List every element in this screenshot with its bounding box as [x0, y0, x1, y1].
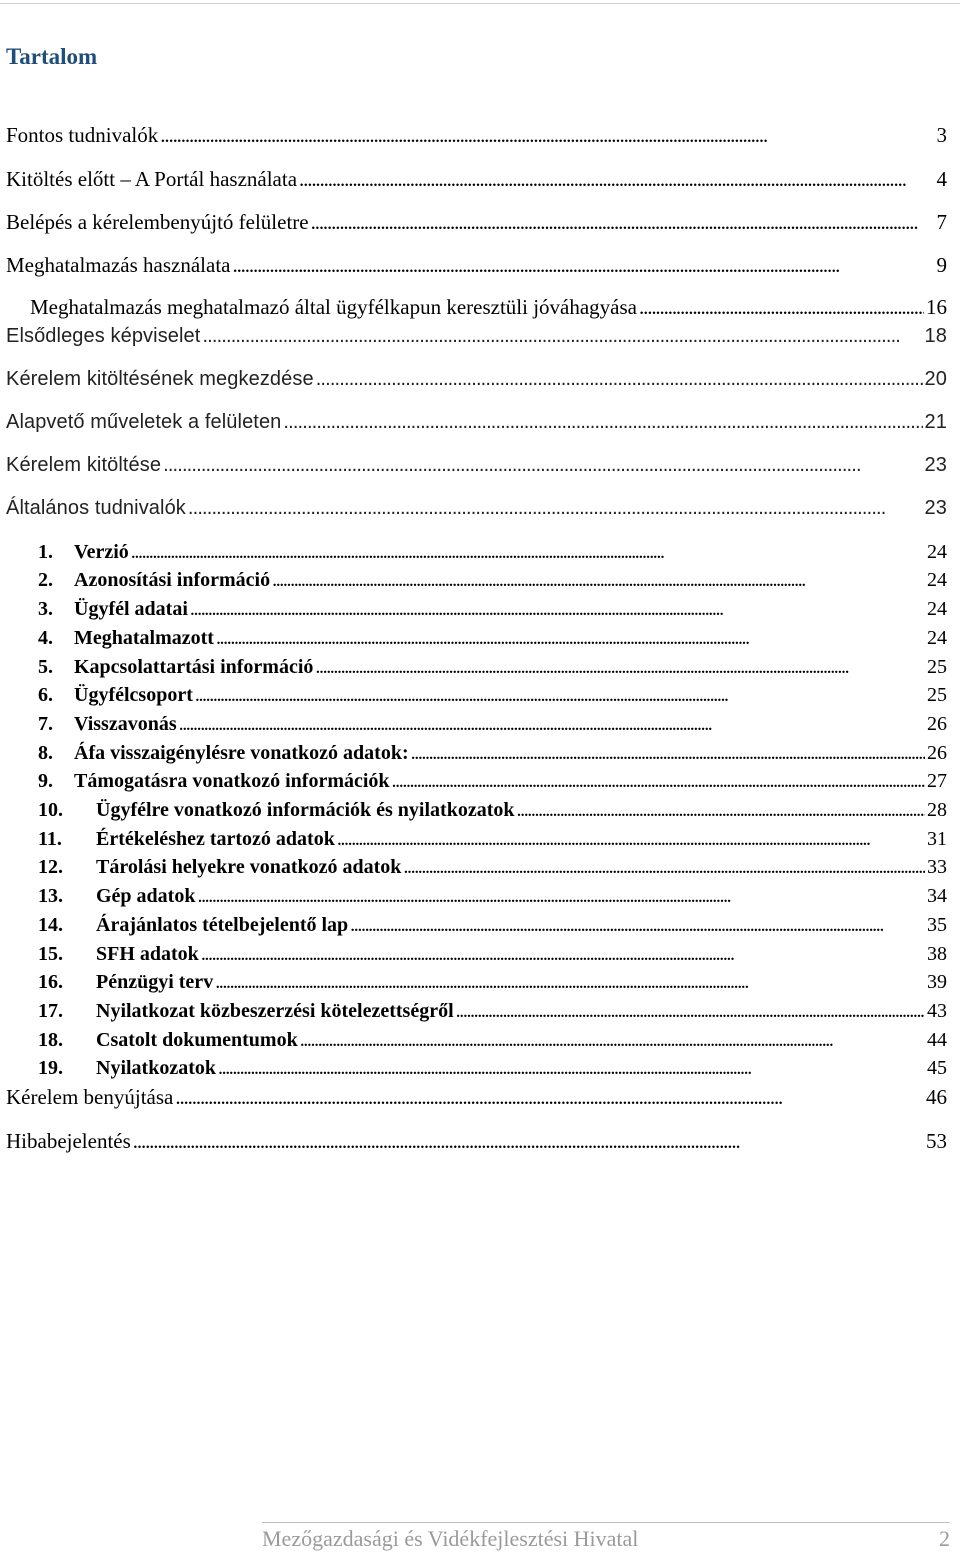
toc-section-label: Meghatalmazott — [74, 627, 214, 649]
toc-entry-label: Hibabejelentés — [6, 1129, 131, 1153]
toc-entry-label: Kérelem kitöltésének megkezdése — [6, 368, 314, 390]
toc-section-page: 26 — [927, 742, 947, 764]
toc-section-page: 43 — [927, 1000, 947, 1022]
toc-section-8[interactable] — [38, 740, 947, 766]
toc-entry-kerelem-kitoltesenek-megkezdese[interactable] — [6, 366, 947, 392]
toc-entry-label: Meghatalmazás használata — [6, 253, 231, 277]
toc-section-label: Verzió — [74, 541, 129, 563]
toc-section-13[interactable] — [38, 883, 947, 909]
toc-leader-dots — [195, 682, 925, 708]
page-footer — [262, 1526, 950, 1552]
toc-entry-page: 18 — [924, 325, 947, 347]
toc-section-1[interactable] — [38, 539, 947, 565]
toc-entry-page: 9 — [936, 253, 947, 277]
toc-entry-label: Fontos tudnivalók — [6, 123, 159, 147]
toc-section-label: Nyilatkozat közbeszerzési kötelezettségről — [96, 1000, 454, 1022]
toc-section-number: 18. — [38, 1029, 63, 1051]
toc-leader-dots — [411, 740, 925, 766]
toc-leader-dots — [133, 1128, 924, 1154]
toc-section-label: SFH adatok — [96, 943, 199, 965]
toc-entry-label: Elsődleges képviselet — [6, 325, 201, 347]
toc-section-19[interactable] — [38, 1055, 947, 1081]
toc-section-number: 3. — [38, 598, 53, 620]
toc-section-page: 24 — [927, 627, 947, 649]
toc-entry-label: Meghatalmazás meghatalmazó által ügyfélkapun keresztüli jóváhagyása — [30, 295, 638, 319]
toc-section-page: 24 — [927, 569, 947, 591]
toc-section-page: 25 — [927, 656, 947, 678]
toc-entry-kitoltes-elott[interactable] — [6, 166, 947, 192]
toc-section-9[interactable] — [38, 768, 947, 794]
toc-section-number: 8. — [38, 742, 53, 764]
toc-entry-page: 46 — [926, 1085, 947, 1109]
toc-section-page: 44 — [927, 1029, 947, 1051]
toc-section-number: 12. — [38, 856, 63, 878]
toc-leader-dots — [218, 1055, 925, 1081]
toc-section-number: 13. — [38, 885, 63, 907]
toc-leader-dots — [283, 409, 922, 435]
toc-section-4[interactable] — [38, 625, 947, 651]
footer-divider — [262, 1522, 950, 1523]
toc-entry-page: 23 — [924, 454, 947, 476]
toc-section-6[interactable] — [38, 682, 947, 708]
toc-leader-dots — [403, 854, 925, 880]
toc-section-number: 9. — [38, 770, 53, 792]
toc-leader-dots — [197, 883, 925, 909]
toc-section-label: Nyilatkozatok — [96, 1057, 216, 1079]
toc-entry-kerelem-kitoltese[interactable] — [6, 452, 947, 478]
toc-section-page: 31 — [927, 828, 947, 850]
toc-leader-dots — [311, 209, 935, 235]
toc-entry-kerelem-benyujtasa[interactable] — [6, 1084, 947, 1110]
toc-entry-belepes[interactable] — [6, 209, 947, 235]
toc-leader-dots — [392, 768, 925, 794]
toc-section-16[interactable] — [38, 969, 947, 995]
toc-section-11[interactable] — [38, 826, 947, 852]
toc-entry-hibabejelentes[interactable] — [6, 1128, 947, 1154]
toc-leader-dots — [202, 323, 922, 349]
toc-section-14[interactable] — [38, 912, 947, 938]
toc-section-7[interactable] — [38, 711, 947, 737]
toc-leader-dots — [337, 826, 925, 852]
toc-section-page: 33 — [927, 856, 947, 878]
toc-section-number: 14. — [38, 914, 63, 936]
toc-section-label: Értékeléshez tartozó adatok — [96, 828, 335, 850]
toc-section-label: Áfa visszaigénylésre vonatkozó adatok: — [74, 742, 409, 764]
toc-section-page: 27 — [927, 770, 947, 792]
toc-leader-dots — [188, 495, 923, 521]
toc-leader-dots — [131, 539, 925, 565]
toc-entry-page: 20 — [924, 368, 947, 390]
toc-section-label: Csatolt dokumentumok — [96, 1029, 298, 1051]
toc-section-page: 24 — [927, 541, 947, 563]
toc-section-page: 26 — [927, 713, 947, 735]
toc-entry-alapveto-muveletek[interactable] — [6, 409, 947, 435]
toc-leader-dots — [216, 625, 925, 651]
toc-section-15[interactable] — [38, 941, 947, 967]
toc-entry-elsodleges-kepviselet[interactable] — [6, 323, 947, 349]
toc-leader-dots — [179, 711, 925, 737]
toc-section-label: Visszavonás — [74, 713, 177, 735]
toc-leader-dots — [190, 596, 925, 622]
toc-section-page: 35 — [927, 914, 947, 936]
footer-page-number: 2 — [939, 1526, 950, 1551]
toc-section-2[interactable] — [38, 567, 947, 593]
toc-section-label: Tárolási helyekre vonatkozó adatok — [96, 856, 402, 878]
toc-section-page: 39 — [927, 971, 947, 993]
toc-section-3[interactable] — [38, 596, 947, 622]
toc-leader-dots — [272, 567, 925, 593]
toc-entry-label: Kérelem benyújtása — [6, 1085, 174, 1109]
toc-entry-page: 23 — [924, 497, 947, 519]
toc-entry-label: Általános tudnivalók — [6, 497, 186, 519]
toc-leader-dots — [299, 166, 934, 192]
toc-section-number: 6. — [38, 684, 53, 706]
toc-entry-label: Kitöltés előtt – A Portál használata — [6, 167, 298, 191]
toc-entry-label: Kérelem kitöltése — [6, 454, 162, 476]
toc-entry-page: 3 — [936, 123, 947, 147]
toc-leader-dots — [163, 452, 922, 478]
toc-section-number: 16. — [38, 971, 63, 993]
toc-section-12[interactable] — [38, 854, 947, 880]
toc-section-number: 1. — [38, 541, 53, 563]
toc-section-label: Pénzügyi terv — [96, 971, 214, 993]
toc-entry-page: 7 — [936, 210, 947, 234]
toc-section-number: 15. — [38, 943, 63, 965]
toc-section-page: 24 — [927, 598, 947, 620]
toc-section-label: Támogatásra vonatkozó információk — [74, 770, 390, 792]
toc-section-number: 10. — [38, 799, 63, 821]
toc-title: Tartalom — [6, 44, 98, 69]
toc-leader-dots — [300, 1027, 925, 1053]
toc-section-10[interactable] — [38, 797, 947, 823]
toc-leader-dots — [316, 366, 923, 392]
toc-entry-meghatalmazas-hasznalata[interactable] — [6, 252, 947, 278]
toc-entry-page: 16 — [926, 295, 947, 319]
toc-section-number: 7. — [38, 713, 53, 735]
toc-leader-dots — [350, 912, 925, 938]
toc-section-label: Ügyfélcsoport — [74, 684, 193, 706]
toc-leader-dots — [232, 252, 934, 278]
toc-section-number: 4. — [38, 627, 53, 649]
top-border-line — [0, 3, 960, 4]
toc-section-label: Ügyfél adatai — [74, 598, 188, 620]
toc-section-number: 17. — [38, 1000, 63, 1022]
toc-leader-dots — [456, 998, 925, 1024]
toc-section-number: 5. — [38, 656, 53, 678]
footer-organization: Mezőgazdasági és Vidékfejlesztési Hivatal — [262, 1526, 639, 1551]
toc-leader-dots — [215, 969, 925, 995]
toc-section-number: 19. — [38, 1057, 63, 1079]
toc-entry-label: Belépés a kérelembenyújtó felületre — [6, 210, 309, 234]
toc-entry-label: Alapvető műveletek a felületen — [6, 411, 282, 433]
toc-section-5[interactable] — [38, 654, 947, 680]
toc-entry-page: 4 — [936, 167, 947, 191]
toc-section-page: 38 — [927, 943, 947, 965]
toc-entry-altalanos-tudnivalok[interactable] — [6, 495, 947, 521]
toc-leader-dots — [517, 797, 926, 823]
toc-section-number: 11. — [38, 828, 62, 850]
toc-section-label: Árajánlatos tételbejelentő lap — [96, 914, 349, 936]
toc-entry-page: 21 — [924, 411, 947, 433]
toc-entry-fontos-tudnivalok[interactable] — [6, 122, 947, 148]
toc-leader-dots — [639, 294, 924, 320]
toc-leader-dots — [315, 654, 925, 680]
toc-section-label: Azonosítási információ — [74, 569, 271, 591]
toc-section-18[interactable] — [38, 1027, 947, 1053]
toc-leader-dots — [160, 122, 934, 148]
toc-leader-dots — [201, 941, 925, 967]
toc-section-page: 34 — [927, 885, 947, 907]
toc-section-number: 2. — [38, 569, 53, 591]
toc-section-label: Ügyfélre vonatkozó információk és nyilatkozatok — [96, 799, 515, 821]
toc-section-17[interactable] — [38, 998, 947, 1024]
toc-section-page: 45 — [927, 1057, 947, 1079]
toc-section-page: 28 — [927, 799, 947, 821]
toc-entry-page: 53 — [926, 1129, 947, 1153]
toc-section-label: Kapcsolattartási információ — [74, 656, 314, 678]
toc-section-label: Gép adatok — [96, 885, 196, 907]
toc-leader-dots — [175, 1084, 924, 1110]
toc-entry-meghatalmazas-jovahagyasa[interactable] — [30, 294, 947, 320]
toc-section-page: 25 — [927, 684, 947, 706]
